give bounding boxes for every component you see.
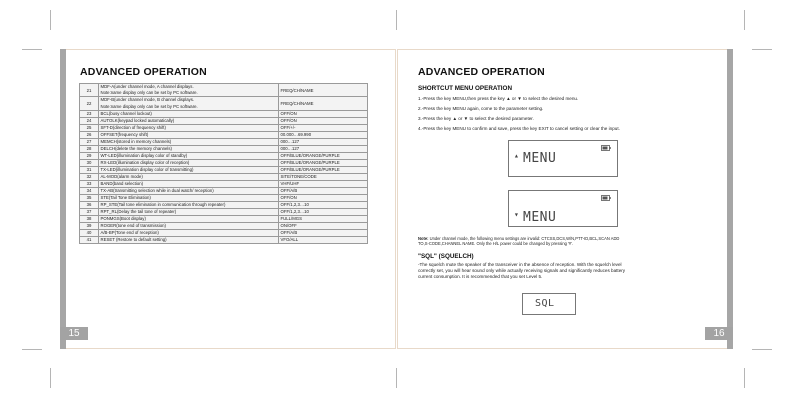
table-row <box>80 166 368 173</box>
table-row <box>80 215 368 222</box>
note-line-2: TO,S-CODE,CHANNEL NAME. Only the H/L power could be changed by pressing '#'. <box>418 241 573 247</box>
crop-mark <box>744 10 745 30</box>
sql-paragraph <box>418 262 625 279</box>
description-line: TX-LED(illumination display color of transmitting) <box>100 167 194 173</box>
row-value: OFF/BLUE/ORANGE/PURPLE <box>279 166 368 173</box>
sql-line-2: correctly set, you will hear sound only while actually receiving signals and significantly reduces battery <box>418 267 626 273</box>
lcd-menu-text-bottom: MENU <box>523 210 557 225</box>
description-line: AUTOLK(keypad locked automatically) <box>100 118 175 124</box>
description-line: STE(Tail Tone Elimination) <box>100 195 151 201</box>
row-value: OFF/+/- <box>279 124 368 131</box>
battery-icon <box>601 145 611 151</box>
row-description <box>99 166 279 173</box>
description-line: AL-MOD(alarm mode) <box>100 174 143 180</box>
row-number: 38 <box>80 215 99 222</box>
row-description <box>99 229 279 236</box>
description-line: TX-AB(transmitting selection while in dual watch/ reception) <box>100 188 214 194</box>
row-number: 31 <box>80 166 99 173</box>
row-description <box>99 201 279 208</box>
crop-mark <box>752 49 772 50</box>
crop-mark <box>50 368 51 388</box>
row-number: 23 <box>80 110 99 117</box>
row-value: FREQ/CH/NAME <box>279 84 368 97</box>
row-number: 21 <box>80 84 99 97</box>
lcd-display-top <box>508 140 618 177</box>
row-description <box>99 110 279 117</box>
row-value: OFF/1,2,3…10 <box>279 208 368 215</box>
table-row <box>80 236 368 243</box>
description-line: SFT-D(direction of frequency shift) <box>100 125 166 131</box>
row-description <box>99 117 279 124</box>
description-line: A/B-BP(Tone end of reception) <box>100 230 159 236</box>
note-label: Note: <box>418 236 429 241</box>
table-row <box>80 97 368 110</box>
step-4: 4.-Press the key MENU to confirm and save, press the key EXIT to cancel setting or clear the input. <box>418 126 620 131</box>
note-line-1: Under channel mode, the following menu settings are invalid: CTCSS,DCS,W/N,PTT-ID,BCL,SCAN ADD <box>429 236 620 241</box>
table-row <box>80 145 368 152</box>
description-line: RP_STE(Tail tone elimination in communication through repeater) <box>100 202 226 208</box>
description-line: OFFSET(frequency shift) <box>100 132 149 138</box>
crop-mark <box>50 10 51 30</box>
row-description <box>99 124 279 131</box>
description-line: RPT_RL(Delay the tail tone of repeater) <box>100 209 177 215</box>
table-row <box>80 152 368 159</box>
description-line: RESET (Restore to default setting) <box>100 237 167 243</box>
row-description <box>99 159 279 166</box>
description-line: RX-LED(illumination display color of reception) <box>100 160 190 166</box>
table-row <box>80 110 368 117</box>
description-line: Note:name display only can be set by PC software. <box>100 90 198 96</box>
lcd-display-bottom <box>508 190 618 227</box>
table-row <box>80 194 368 201</box>
description-line: ROGER(tone end of transmission) <box>100 223 166 229</box>
table-row <box>80 180 368 187</box>
description-line: Note:name display only can be set by PC software. <box>100 103 198 109</box>
row-value: OFF/ON <box>279 110 368 117</box>
row-number: 26 <box>80 131 99 138</box>
note-text <box>418 236 619 246</box>
row-number: 34 <box>80 187 99 194</box>
row-value: OFF/BLUE/ORANGE/PURPLE <box>279 152 368 159</box>
crop-mark <box>22 49 42 50</box>
row-number: 25 <box>80 124 99 131</box>
shortcut-heading: SHORTCUT MENU OPERATION <box>418 85 512 92</box>
row-description <box>99 173 279 180</box>
row-value: SITE/TONE/CODE <box>279 173 368 180</box>
row-description <box>99 236 279 243</box>
row-number: 37 <box>80 208 99 215</box>
row-value: OFF/A/B <box>279 187 368 194</box>
lcd-menu-text-top: MENU <box>523 151 557 166</box>
battery-icon <box>601 195 611 201</box>
row-value: FULL/MGS <box>279 215 368 222</box>
crop-mark <box>22 349 42 350</box>
crop-mark <box>396 368 397 388</box>
row-description <box>99 215 279 222</box>
row-number: 28 <box>80 145 99 152</box>
description-line: BAND(band selection) <box>100 181 144 187</box>
description-line: WT-LED(illumination display color of standby) <box>100 153 188 159</box>
page-number-right: 16 <box>705 327 733 340</box>
row-value: OFF/ON <box>279 194 368 201</box>
row-value: ON/OFF <box>279 222 368 229</box>
description-line: MDF-A(under channel mode, A channel displays. <box>100 84 194 89</box>
row-value: 00.000…69.990 <box>279 131 368 138</box>
sql-line-1: -The squelch mute the speaker of the transceiver in the absence of reception. With the squelch level <box>418 262 622 267</box>
table-row <box>80 159 368 166</box>
page-title-right: ADVANCED OPERATION <box>418 66 545 78</box>
row-value: 000…127 <box>279 138 368 145</box>
crop-mark <box>752 349 772 350</box>
row-number: 29 <box>80 152 99 159</box>
row-description <box>99 84 279 97</box>
row-description <box>99 97 279 110</box>
row-description <box>99 152 279 159</box>
row-value: OFF/A/B <box>279 229 368 236</box>
table-row <box>80 138 368 145</box>
description-line: BCL(busy channel lockout) <box>100 111 152 117</box>
step-3: 3.-Press the key ▲ or ▼ to select the desired parameter. <box>418 116 534 121</box>
table-row <box>80 173 368 180</box>
row-value: FREQ/CH/NAME <box>279 97 368 110</box>
table-row <box>80 117 368 124</box>
row-description <box>99 180 279 187</box>
step-2: 2.-Press the key MENU again, come to the parameter setting. <box>418 106 544 111</box>
crop-mark <box>744 368 745 388</box>
step-1: 1.-Press the key MENU,then press the key ▲ or ▼ to select the desired menu. <box>418 96 579 101</box>
row-description <box>99 222 279 229</box>
table-row <box>80 222 368 229</box>
row-number: 35 <box>80 194 99 201</box>
row-description <box>99 208 279 215</box>
lcd-display-sql <box>522 293 576 315</box>
description-line: MDF-B(under channel mode, B channel displays. <box>100 97 195 103</box>
page-number-left: 15 <box>60 327 88 340</box>
row-description <box>99 194 279 201</box>
row-description <box>99 131 279 138</box>
row-number: 39 <box>80 222 99 229</box>
row-value: 000…127 <box>279 145 368 152</box>
row-description <box>99 138 279 145</box>
down-arrow-icon: ▾ <box>514 210 520 219</box>
row-number: 41 <box>80 236 99 243</box>
row-value: OFF/ON <box>279 117 368 124</box>
table-row <box>80 124 368 131</box>
table-row <box>80 131 368 138</box>
description-line: MEMCH(stored in memory channels) <box>100 139 172 145</box>
table-row <box>80 229 368 236</box>
row-value: OFF/1,2,3…10 <box>279 201 368 208</box>
lcd-sql-text: SQL <box>535 298 555 309</box>
row-number: 27 <box>80 138 99 145</box>
row-description <box>99 187 279 194</box>
row-number: 22 <box>80 97 99 110</box>
description-line: PONMGS(Boot display) <box>100 216 146 222</box>
up-arrow-icon: ▴ <box>514 151 520 160</box>
table-row <box>80 201 368 208</box>
row-value: VFO/ALL <box>279 236 368 243</box>
row-description <box>99 145 279 152</box>
description-line: DELCH(delete the memory channels) <box>100 146 172 152</box>
page-title-left: ADVANCED OPERATION <box>80 66 207 78</box>
row-value: OFF/BLUE/ORANGE/PURPLE <box>279 159 368 166</box>
row-number: 33 <box>80 180 99 187</box>
row-value: VHF/UHF <box>279 180 368 187</box>
row-number: 40 <box>80 229 99 236</box>
table-row <box>80 84 368 97</box>
settings-table <box>79 83 368 244</box>
row-number: 32 <box>80 173 99 180</box>
right-side-strip <box>727 49 733 349</box>
left-side-strip <box>60 49 66 349</box>
table-row <box>80 208 368 215</box>
row-number: 24 <box>80 117 99 124</box>
sql-heading: "SQL" (SQUELCH) <box>418 253 474 260</box>
row-number: 36 <box>80 201 99 208</box>
sql-line-3: current consumption. It is recommended that you set Level 5. <box>418 273 543 279</box>
table-row <box>80 187 368 194</box>
crop-mark <box>396 10 397 30</box>
row-number: 30 <box>80 159 99 166</box>
